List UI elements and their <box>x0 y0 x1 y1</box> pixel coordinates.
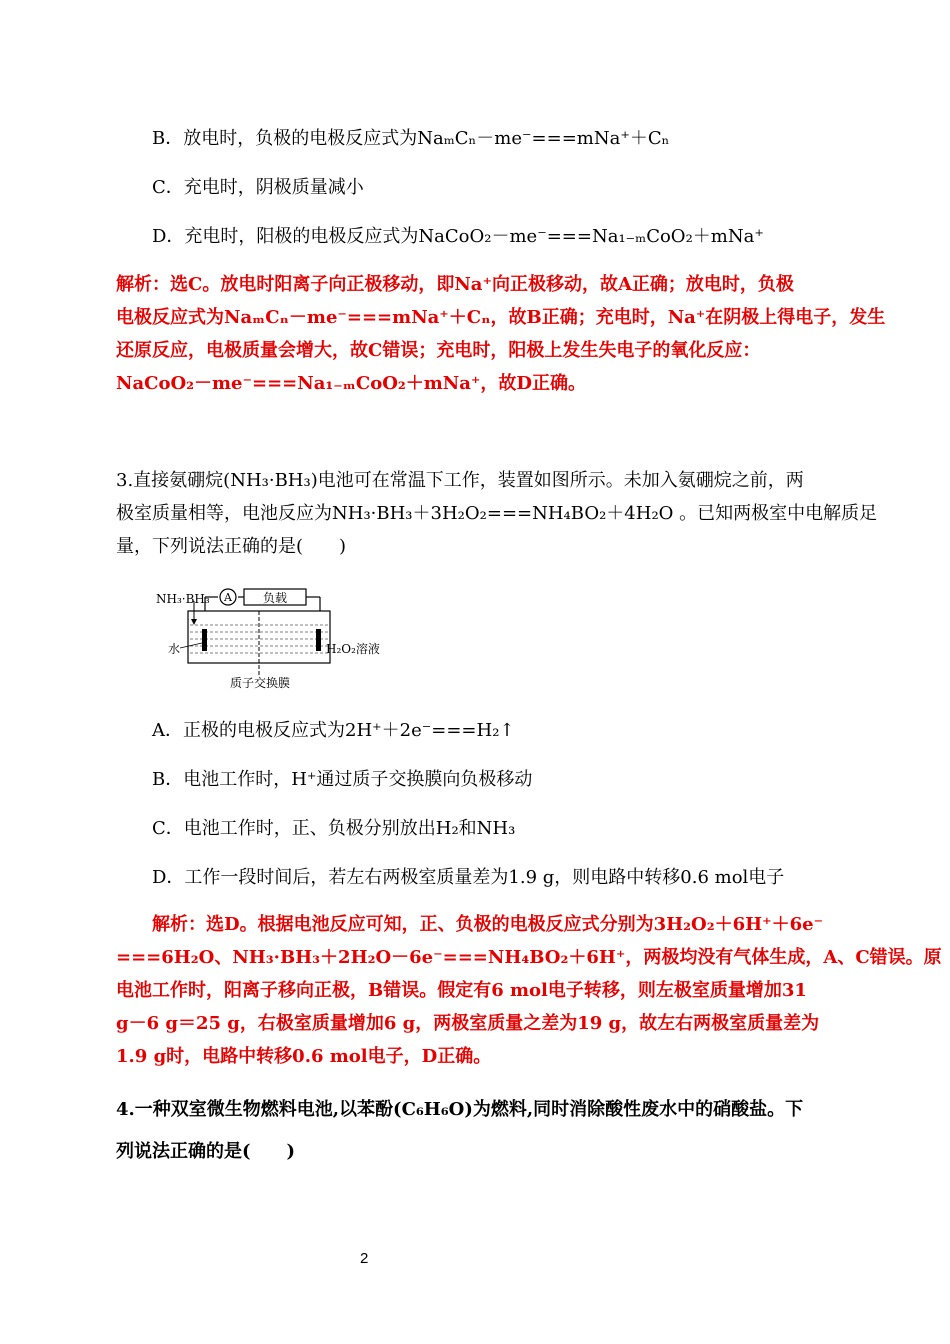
question4-stem: 4.一种双室微生物燃料电池,以苯酚(C₆H₆O)为燃料,同时消除酸性废水中的硝酸盐。下 <box>116 1099 804 1120</box>
q3-option-c: C．电池工作时，正、负极分别放出H₂和NH₃ <box>152 818 516 839</box>
analysis-line: 解析：选C。放电时阳离子向正极移动，即Na⁺向正极移动，故A正确；放电时，负极 <box>116 274 794 295</box>
h2o2-label: H₂O₂溶液 <box>326 642 380 656</box>
q3-analysis-line: g－6 g＝25 g，右极室质量增加6 g，两极室质量之差为19 g，故左右两极室质量差为 <box>116 1013 820 1034</box>
analysis-line: 电极反应式为NaₘCₙ－me⁻===mNa⁺＋Cₙ，故B正确；充电时，Na⁺在阴极上得电子，发生 <box>116 307 886 328</box>
left-electrode <box>202 629 207 651</box>
q3-analysis-line: 电池工作时，阳离子移向正极，B错误。假定有6 mol电子转移，则左极室质量增加31 <box>116 980 807 1001</box>
question3-stem: 量，下列说法正确的是( ) <box>116 536 347 557</box>
page-number: 2 <box>360 1250 369 1267</box>
q3-option-a: A．正极的电极反应式为2H⁺＋2e⁻===H₂↑ <box>152 720 515 741</box>
option-b: B．放电时，负极的电极反应式为NaₘCₙ－me⁻===mNa⁺＋Cₙ <box>152 128 670 149</box>
analysis-line: 还原反应，电极质量会增大，故C错误；充电时，阳极上发生失电子的氧化反应： <box>116 340 761 361</box>
q3-option-b: B．电池工作时，H⁺通过质子交换膜向负极移动 <box>152 769 533 790</box>
option-d: D．充电时，阳极的电极反应式为NaCoO₂－me⁻===Na₁₋ₘCoO₂＋mNa⁺ <box>152 226 764 247</box>
membrane-label: 质子交换膜 <box>230 676 291 690</box>
water-label: 水 <box>168 642 181 656</box>
ammeter-label: A <box>224 591 232 604</box>
q3-analysis-line: 解析：选D。根据电池反应可知，正、负极的电极反应式分别为3H₂O₂＋6H⁺＋6e⁻ <box>152 914 824 935</box>
option-c: C．充电时，阴极质量减小 <box>152 177 364 198</box>
analysis-line: NaCoO₂－me⁻===Na₁₋ₘCoO₂＋mNa⁺，故D正确。 <box>116 373 587 394</box>
q3-analysis-line: 1.9 g时，电路中转移0.6 mol电子，D正确。 <box>116 1046 492 1067</box>
question4-stem: 列说法正确的是( ) <box>116 1141 296 1162</box>
battery-diagram <box>150 585 390 693</box>
q3-analysis-line: ===6H₂O、NH₃·BH₃＋2H₂O－6e⁻===NH₄BO₂＋6H⁺，两极均没有气体生成，A、C错误。原 <box>116 947 942 968</box>
fuel-label: NH₃·BH₃ <box>156 592 210 606</box>
question3-stem: 极室质量相等，电池反应为NH₃·BH₃＋3H₂O₂===NH₄BO₂＋4H₂O 。已知两极室中电解质足 <box>116 503 878 524</box>
right-electrode <box>316 629 321 651</box>
question3-stem: 3.直接氨硼烷(NH₃·BH₃)电池可在常温下工作，装置如图所示。未加入氨硼烷之前，两 <box>116 470 804 491</box>
q3-option-d: D．工作一段时间后，若左右两极室质量差为1.9 g，则电路中转移0.6 mol电子 <box>152 867 785 888</box>
load-label: 负载 <box>262 591 288 605</box>
